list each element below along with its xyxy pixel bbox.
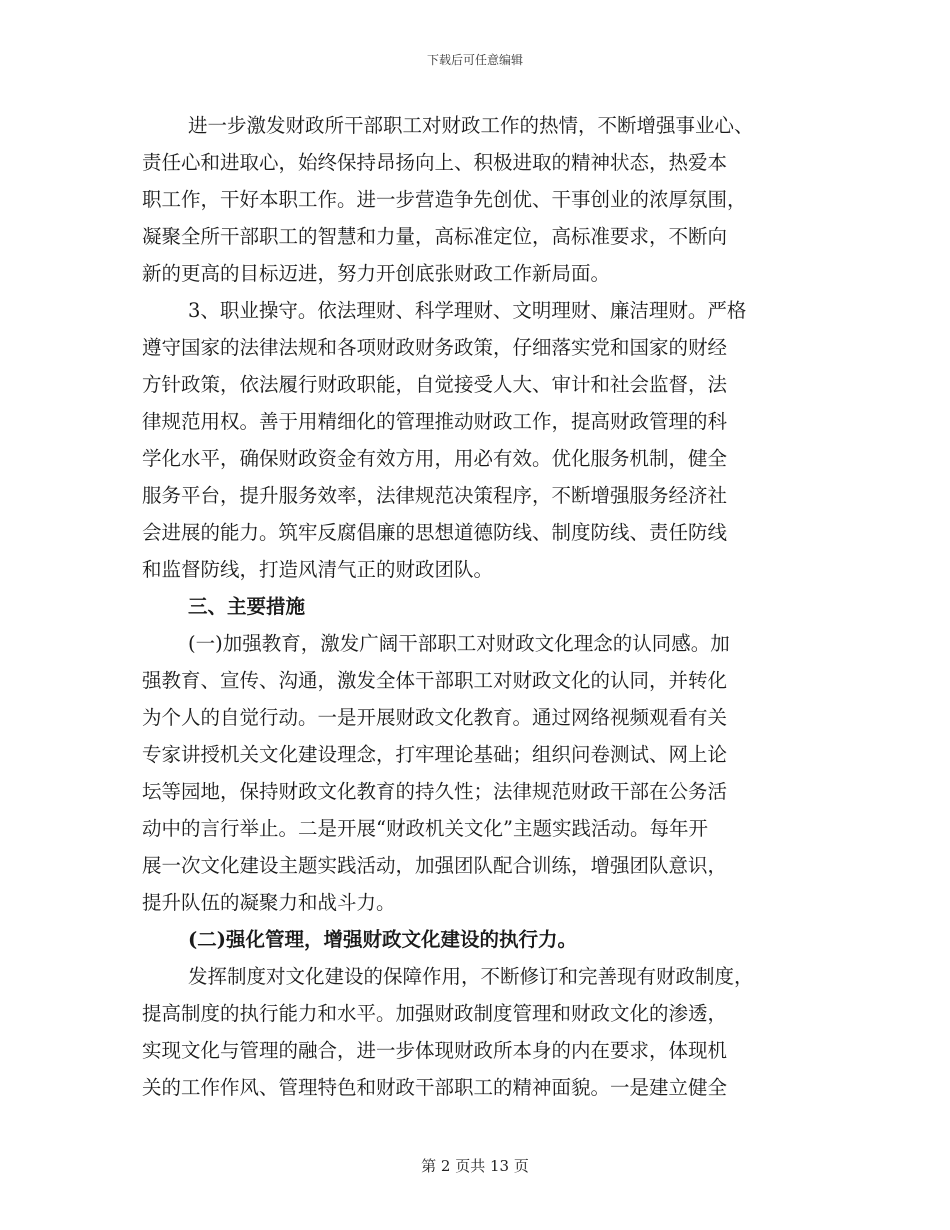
paragraph-line: 坛等园地，保持财政文化教育的持久性；法律规范财政干部在公务活 [142, 780, 728, 803]
paragraph-line: 提高制度的执行能力和水平。加强财政制度管理和财政文化的渗透， [142, 1002, 728, 1025]
subsection-heading: (二)强化管理，增强财政文化建设的执行力。 [188, 928, 577, 951]
paragraph-line: 新的更高的目标迈进，努力开创底张财政工作新局面。 [142, 262, 611, 285]
paragraph-line: 学化水平，确保财政资金有效方用，用必有效。优化服务机制，健全 [142, 447, 728, 470]
paragraph-line: 会进展的能力。筑牢反腐倡廉的思想道德防线、制度防线、责任防线 [142, 521, 728, 544]
paragraph-line: 关的工作作风、管理特色和财政干部职工的精神面貌。一是建立健全 [142, 1076, 728, 1099]
paragraph-line: 提升队伍的凝聚力和战斗力。 [142, 891, 396, 914]
page-header: 下载后可任意编辑 [426, 53, 523, 67]
page-footer: 第 2 页共 13 页 [421, 1157, 529, 1175]
paragraph-line: 遵守国家的法律法规和各项财政财务政策，仔细落实党和国家的财经 [142, 336, 728, 359]
paragraph-line: 强教育、宣传、沟通，激发全体干部职工对财政文化的认同，并转化 [142, 669, 728, 692]
paragraph-line: 发挥制度对文化建设的保障作用，不断修订和完善现有财政制度， [188, 965, 754, 988]
paragraph-line: 服务平台，提升服务效率，法律规范决策程序，不断增强服务经济社 [142, 484, 728, 507]
paragraph-line: 方针政策，依法履行财政职能，自觉接受人大、审计和社会监督，法 [142, 373, 728, 396]
paragraph-line: 3、职业操守。依法理财、科学理财、文明理财、廉洁理财。严格 [188, 299, 747, 322]
paragraph-line: 进一步激发财政所干部职工对财政工作的热情，不断增强事业心、 [188, 114, 754, 137]
paragraph-line: 展一次文化建设主题实践活动，加强团队配合训练，增强团队意识， [142, 854, 728, 877]
paragraph-line: 为个人的自觉行动。一是开展财政文化教育。通过网络视频观看有关 [142, 706, 728, 729]
paragraph-line: 律规范用权。善于用精细化的管理推动财政工作，提高财政管理的科 [142, 410, 728, 433]
paragraph-line: 实现文化与管理的融合，进一步体现财政所本身的内在要求，体现机 [142, 1039, 728, 1062]
subsection-heading: (一)加强教育，激发广阔干部职工对财政文化理念的认同感。加 [188, 632, 730, 655]
paragraph-line: 凝聚全所干部职工的智慧和力量，高标准定位，高标准要求，不断向 [142, 225, 728, 248]
paragraph-line: 动中的言行举止。二是开展“财政机关文化”主题实践活动。每年开 [142, 817, 708, 840]
section-heading: 三、主要措施 [188, 595, 306, 618]
paragraph-line: 职工作，干好本职工作。进一步营造争先创优、干事创业的浓厚氛围， [142, 188, 747, 211]
paragraph-line: 专家讲授机关文化建设理念，打牢理论基础；组织问卷测试、网上论 [142, 743, 728, 766]
paragraph-line: 和监督防线，打造风清气正的财政团队。 [142, 558, 494, 581]
paragraph-line: 责任心和进取心，始终保持昂扬向上、积极进取的精神状态，热爱本 [142, 151, 728, 174]
